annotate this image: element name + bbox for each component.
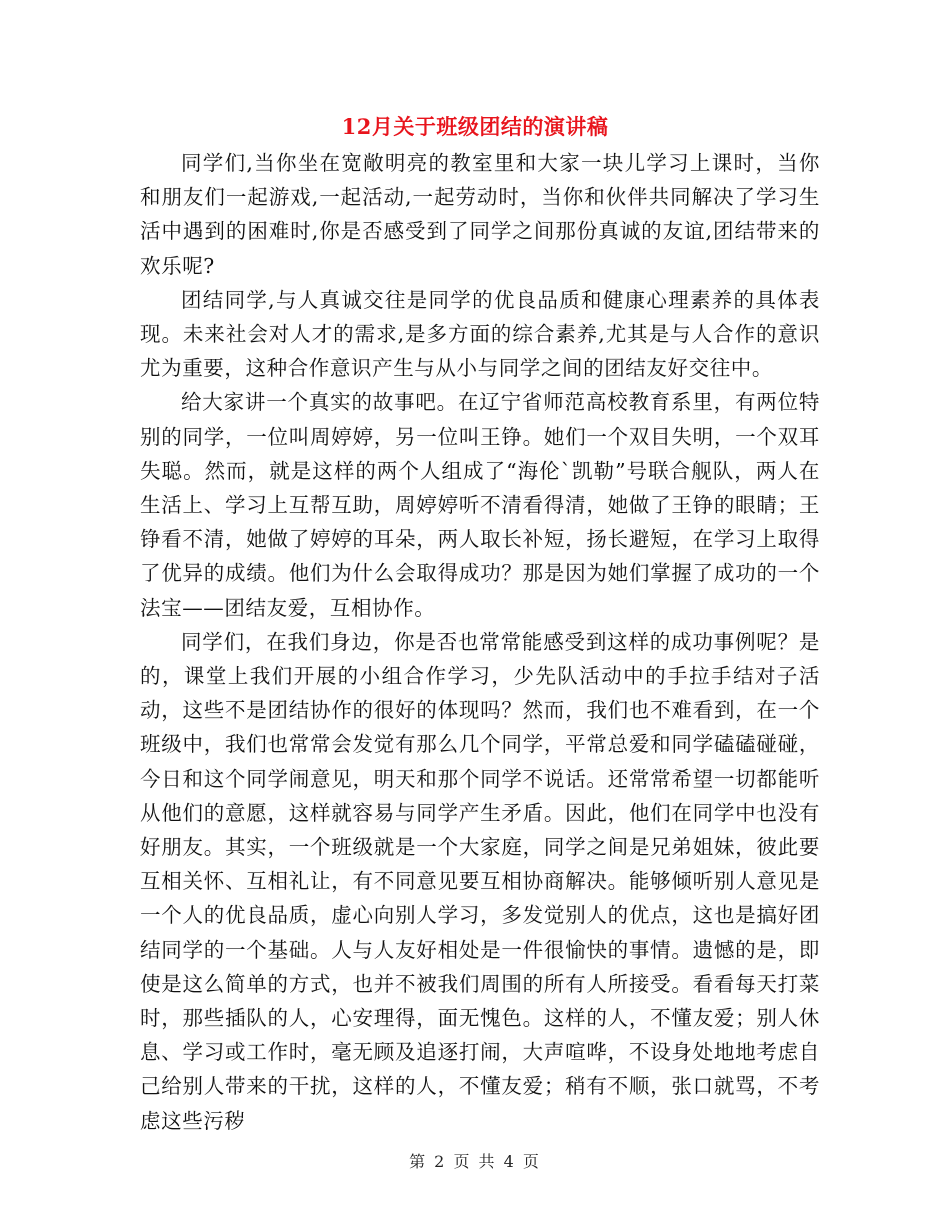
- paragraph-2: 团结同学,与人真诚交往是同学的优良品质和健康心理素养的具体表现。未来社会对人才的需求,是多方面的综合素养,尤其是与人合作的意识尤为重要，这种合作意识产生与从小与同学之间的团结友好交往中。: [140, 287, 820, 381]
- document-body: [140, 146, 820, 1138]
- paragraph-3: 给大家讲一个真实的故事吧。在辽宁省师范高校教育系里，有两位特别的同学，一位叫周婷婷，另一位叫王铮。她们一个双目失明，一个双耳失聪。然而，就是这样的两个人组成了“海伦`凯勒”号联合舰队，两人在生活上、学习上互帮互助，周婷婷听不清看得清，她做了王铮的眼睛；王铮看不清，她做了婷婷的耳朵，两人取长补短，扬长避短，在学习上取得了优异的成绩。他们为什么会取得成功？那是因为她们掌握了成功的一个法宝——团结友爱，互相协作。: [140, 390, 820, 620]
- paragraph-1: 同学们,当你坐在宽敞明亮的教室里和大家一块儿学习上课时，当你和朋友们一起游戏,一起活动,一起劳动时，当你和伙伴共同解决了学习生活中遇到的困难时,你是否感受到了同学之间那份真诚的友谊,团结带来的欢乐呢?: [140, 151, 820, 278]
- paragraph-4: 同学们，在我们身边，你是否也常常能感受到这样的成功事例呢？是的，课堂上我们开展的小组合作学习，少先队活动中的手拉手结对子活动，这些不是团结协作的很好的体现吗？然而，我们也不难看到，在一个班级中，我们也常常会发觉有那么几个同学，平常总爱和同学磕磕碰碰，今日和这个同学闹意见，明天和那个同学不说话。还常常希望一切都能听从他们的意愿，这样就容易与同学产生矛盾。因此，他们在同学中也没有好朋友。其实，一个班级就是一个大家庭，同学之间是兄弟姐妹，彼此要互相关怀、互相礼让，有不同意见要互相协商解决。能够倾听别人意见是一个人的优良品质，虚心向别人学习，多发觉别人的优点，这也是搞好团结同学的一个基础。人与人友好相处是一件很愉快的事情。遗憾的是，即使是这么简单的方式，也并不被我们周围的所有人所接受。看看每天打菜时，那些插队的人，心安理得，面无愧色。这样的人，不懂友爱；别人休息、学习或工作时，毫无顾及追逐打闹，大声喧哗，不设身处地地考虑自己给别人带来的干扰，这样的人，不懂友爱；稍有不顺，张口就骂，不考虑这些污秽: [140, 629, 820, 1133]
- page-number-footer: 第 2 页 共 4 页: [409, 1152, 541, 1171]
- document-title: 12月关于班级团结的演讲稿: [341, 114, 609, 139]
